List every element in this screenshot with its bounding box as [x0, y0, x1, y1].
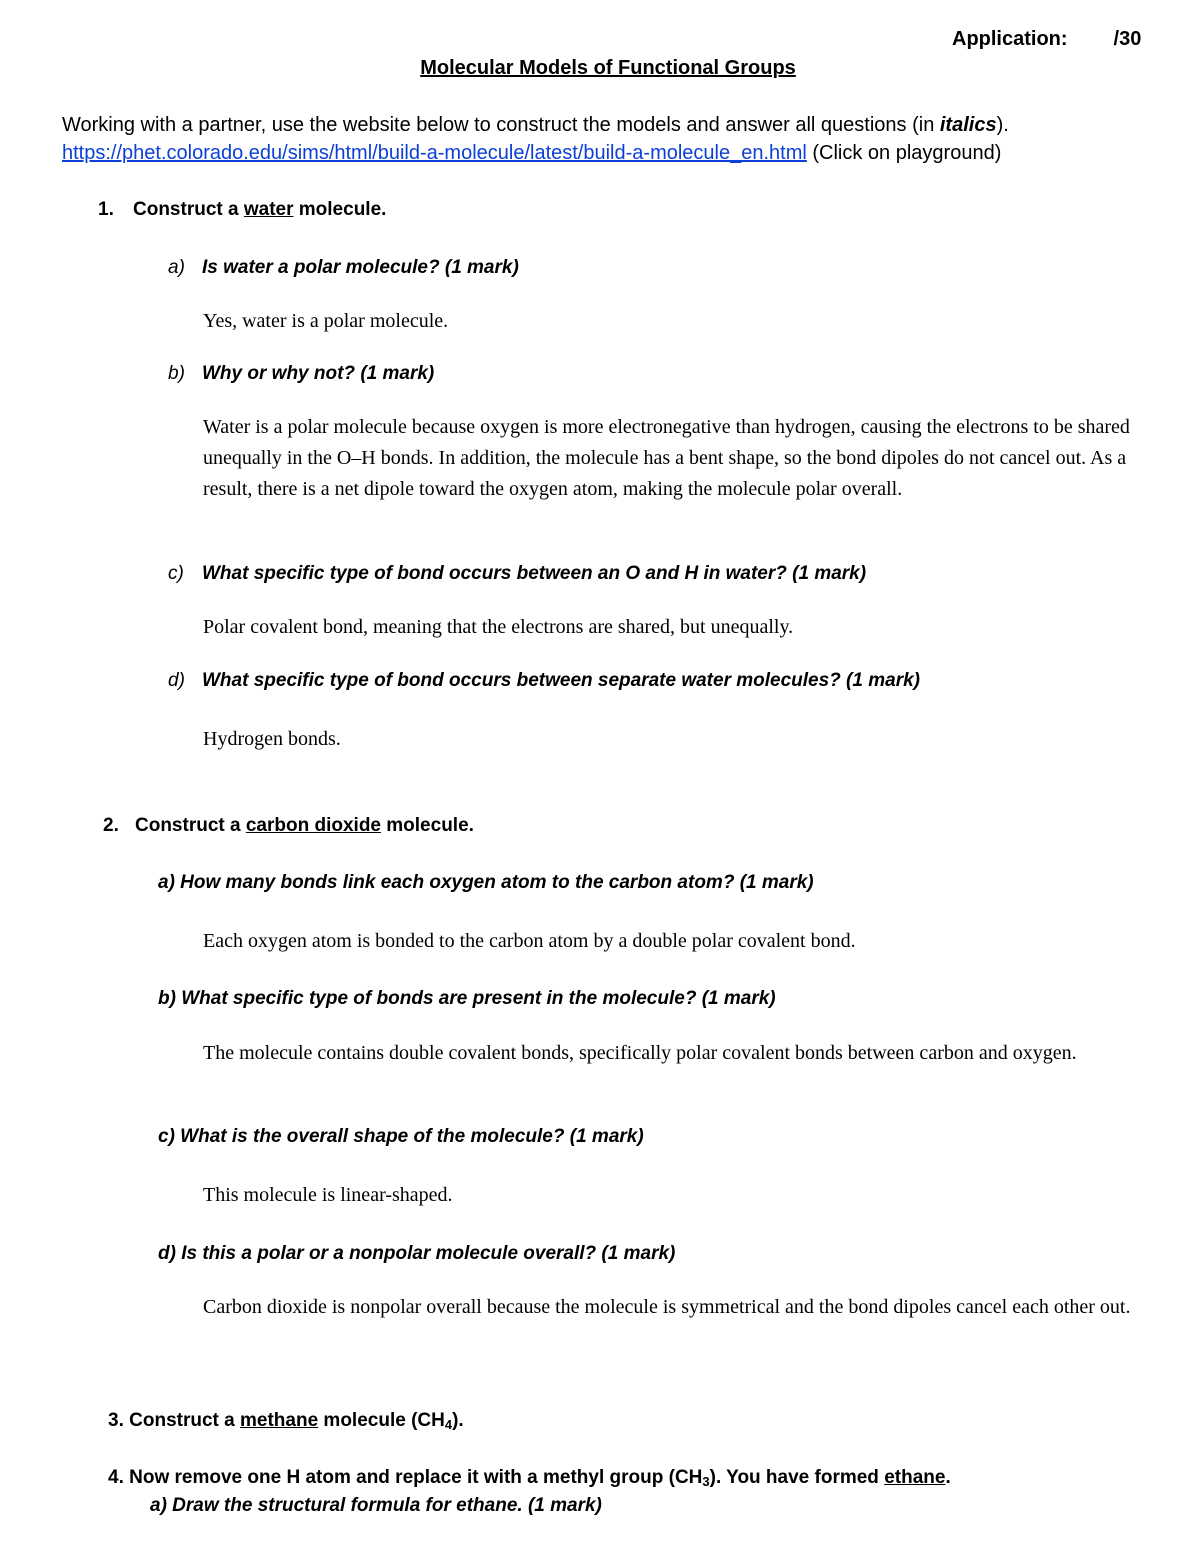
question-1c-text: What specific type of bond occurs between an O and H in water? (1 mark)	[202, 563, 867, 584]
answer-1b: Water is a polar molecule because oxygen is more electronegative than hydrogen, causing the electrons to be shared unequally in the O–H bonds. In addition, the molecule has a bent shape, so the bond dipoles do not cancel out. As a result, there is a net dipole toward the oxygen atom, making the molecule polar overall.	[203, 416, 1130, 500]
question-1-number: 1.	[98, 199, 114, 220]
score-total: /30	[1113, 28, 1142, 50]
question-1b-letter: b)	[168, 363, 185, 384]
question-1a-letter: a)	[168, 257, 185, 278]
question-2d: d) Is this a polar or a nonpolar molecule overall? (1 mark)	[158, 1243, 676, 1264]
page-title: Molecular Models of Functional Groups	[420, 57, 796, 79]
question-1c-letter: c)	[168, 563, 184, 584]
question-3-text-end: ).	[452, 1410, 464, 1431]
question-1d	[168, 670, 920, 692]
question-3-heading	[108, 1410, 464, 1432]
question-4-heading	[108, 1467, 951, 1489]
question-3-number: 3.	[108, 1410, 124, 1431]
question-4-text-end: .	[945, 1467, 951, 1488]
answer-2b: The molecule contains double covalent bonds, specifically polar covalent bonds between carbon and oxygen.	[203, 1042, 1077, 1064]
question-3-text: Construct a	[129, 1410, 240, 1431]
question-3-keyword: methane	[240, 1410, 319, 1431]
answer-1c: Polar covalent bond, meaning that the electrons are shared, but unequally.	[203, 616, 794, 638]
question-2-text: Construct a	[135, 815, 246, 836]
question-4-number: 4.	[108, 1467, 124, 1488]
answer-1a: Yes, water is a polar molecule.	[203, 310, 449, 332]
question-2c: c) What is the overall shape of the molecule? (1 mark)	[158, 1126, 644, 1147]
instructions-text-end: ).	[996, 114, 1009, 136]
question-2a: a) How many bonds link each oxygen atom to the carbon atom? (1 mark)	[158, 872, 814, 893]
answer-2d: Carbon dioxide is nonpolar overall because the molecule is symmetrical and the bond dipoles cancel each other out.	[203, 1296, 1131, 1318]
question-1b	[168, 363, 434, 385]
question-1b-text: Why or why not? (1 mark)	[202, 363, 435, 384]
question-2-text-end: molecule.	[381, 815, 474, 836]
instructions-italics-word: italics	[939, 114, 997, 136]
question-1-heading	[98, 199, 386, 221]
answer-2c: This molecule is linear-shaped.	[203, 1184, 453, 1206]
question-1-text: Construct a	[133, 199, 244, 220]
instructions	[62, 114, 1009, 137]
question-1c	[168, 563, 866, 585]
question-4-text-mid: ). You have formed	[709, 1467, 885, 1488]
question-1d-letter: d)	[168, 670, 185, 691]
answer-1d: Hydrogen bonds.	[203, 728, 341, 750]
question-4-subscript: 3	[702, 1474, 710, 1489]
application-label: Application:	[952, 28, 1068, 50]
question-4a: a) Draw the structural formula for ethane. (1 mark)	[150, 1495, 602, 1516]
question-2b: b) What specific type of bonds are present in the molecule? (1 mark)	[158, 988, 776, 1009]
question-1-keyword: water	[243, 199, 294, 220]
question-1-text-end: molecule.	[293, 199, 387, 220]
application-score	[952, 28, 1141, 51]
phet-link[interactable]: https://phet.colorado.edu/sims/html/build-a-molecule/latest/build-a-molecule_en.html	[62, 142, 807, 164]
question-4-text: Now remove one H atom and replace it with a methyl group (CH	[129, 1467, 703, 1488]
question-2-number: 2.	[103, 815, 119, 836]
link-line	[62, 142, 1001, 165]
answer-2a: Each oxygen atom is bonded to the carbon atom by a double polar covalent bond.	[203, 930, 856, 952]
question-2-keyword: carbon dioxide	[245, 815, 381, 836]
question-2-heading	[103, 815, 474, 837]
link-note: (Click on playground)	[806, 142, 1002, 164]
question-1a-text: Is water a polar molecule? (1 mark)	[202, 257, 519, 278]
question-3-subscript: 4	[444, 1417, 453, 1432]
question-1d-text: What specific type of bond occurs between separate water molecules? (1 mark)	[202, 670, 920, 691]
question-3-text-mid: molecule (CH	[318, 1410, 445, 1431]
question-4-keyword: ethane	[884, 1467, 946, 1488]
instructions-text: Working with a partner, use the website below to construct the models and answer all questions (in	[62, 114, 940, 136]
question-1a	[168, 257, 519, 279]
